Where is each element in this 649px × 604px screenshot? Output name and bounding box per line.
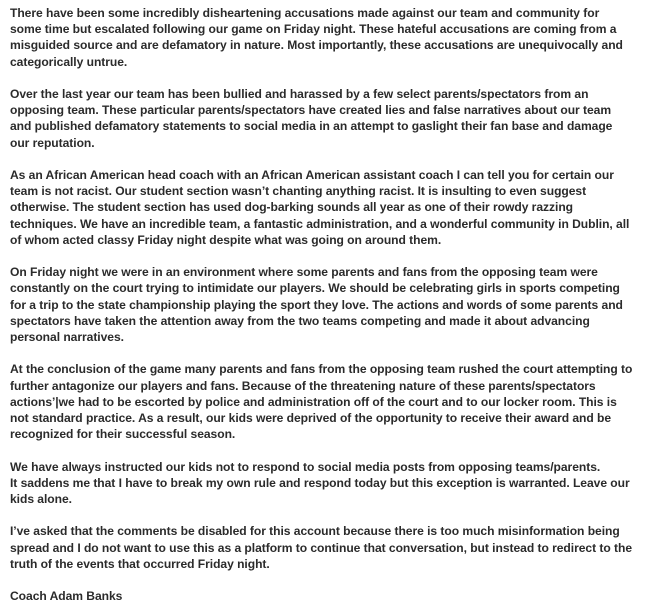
text-line: our reputation. [10,135,95,150]
paragraph-friday-night [10,264,646,345]
text-line: We have always instructed our kids not to respond to social media posts from opposing teams/parents. [10,459,601,474]
text-line: techniques. We have an incredible team, a fantastic administration, and a wonderful community in Dublin, all [10,216,630,231]
text-line: At the conclusion of the game many parents and fans from the opposing team rushed the court attempting to [10,362,633,377]
text-line: categorically untrue. [10,54,128,69]
text-line: team is not racist. Our student section wasn’t chanting anything racist. It is insulting to even suggest [10,184,587,199]
text-line: misguided source and are defamatory in nature. Most importantly, these accusations are unequivocally and [10,38,623,53]
text-line: not standard practice. As a result, our kids were deprived of the opportunity to receive their award and be [10,411,612,426]
text-line: opposing team. These particular parents/spectators have created lies and false narratives about our team [10,103,612,118]
text-line: On Friday night we were in an environment where some parents and fans from the opposing team were [10,265,598,280]
text-line: some time but escalated following our game on Friday night. These hateful accusations are coming from a [10,22,617,37]
paragraph-social-media [10,459,646,508]
signature: Coach Adam Banks [10,589,123,604]
text-line: spread and I do not want to use this as a platform to continue that conversation, but instead to redirect to the [10,540,632,555]
text-line: spectators have taken the attention away from the two teams competing and made it about advancing [10,313,590,328]
text-line: of whom acted classy Friday night despite what was going on around them. [10,232,442,247]
paragraph-conclusion-of-game [10,361,646,442]
paragraph-comments-disabled [10,523,646,572]
letter-body [10,5,646,604]
paragraph-not-racist [10,167,646,248]
paragraph-bullied [10,86,646,151]
text-line: otherwise. The student section has used dog-barking sounds all year as one of their rowdy razzing [10,200,573,215]
text-line: actions’|we had to be escorted by police and administration off of the court and to our locker room. This is [10,394,617,409]
text-line: constantly on the court trying to intimidate our players. We should be celebrating girls in sports competing [10,281,620,296]
text-line: kids alone. [10,492,72,507]
text-line: There have been some incredibly disheartening accusations made against our team and community for [10,6,600,20]
text-line: recognized for their successful season. [10,427,236,442]
text-line: further antagonize our players and fans. Because of the threatening nature of these parents/spectators [10,378,596,393]
text-line: Over the last year our team has been bullied and harassed by a few select parents/spectators from an [10,87,589,101]
text-line: As an African American head coach with an African American assistant coach I can tell you for certain our [10,168,614,182]
text-line: and published defamatory statements to social media in an attempt to gaslight their fan base and damage [10,119,613,134]
text-line: truth of the events that occurred Friday night. [10,556,270,571]
paragraph-accusations [10,5,646,70]
text-line: personal narratives. [10,330,124,345]
text-line: I’ve asked that the comments be disabled for this account because there is too much misinformation being [10,524,620,539]
text-line: for a trip to the state championship playing the sport they love. The actions and words of some parents and [10,297,623,312]
text-line: It saddens me that I have to break my own rule and respond today but this exception is warranted. Leave our [10,475,630,490]
